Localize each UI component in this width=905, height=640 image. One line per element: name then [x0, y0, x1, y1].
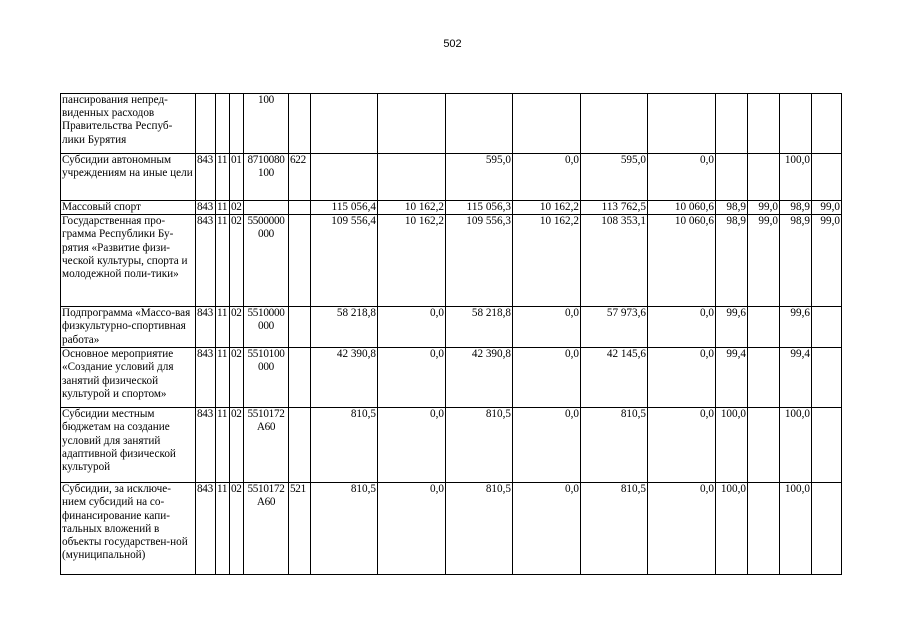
- col-p2: [748, 408, 780, 483]
- col-rz: 11: [216, 483, 230, 575]
- col-pr: 02: [231, 201, 242, 213]
- col-p2: [748, 483, 780, 575]
- col-v5: [581, 94, 648, 154]
- col-pr: 02: [230, 483, 244, 575]
- row-name: Основное мероприятие «Создание условий для занятий физической культурой и спортом»: [61, 348, 196, 408]
- col-rz: 11: [216, 348, 230, 408]
- col-v3: 109 556,3: [446, 215, 513, 307]
- col-pr: 02: [230, 307, 244, 348]
- col-v3: 42 390,8: [446, 348, 513, 408]
- table-row: [61, 154, 842, 201]
- col-p3: [780, 94, 812, 154]
- table-row: [61, 348, 842, 408]
- col-p3: 100,0: [780, 154, 812, 201]
- col-gr: 843: [196, 307, 216, 348]
- col-gr: [196, 94, 216, 154]
- col-v4: 0,0: [513, 154, 581, 201]
- row-name: Субсидии местным бюджетам на создание условий для занятий адаптивной физической культурой: [61, 408, 196, 483]
- col-v6: 0,0: [648, 154, 716, 201]
- col-gr: 843: [196, 348, 216, 408]
- col-v1: [311, 154, 378, 201]
- col-v5: 113 762,5: [581, 201, 648, 215]
- col-p3: 98,9: [780, 201, 812, 215]
- col-v1: 810,5: [311, 408, 378, 483]
- row-name: Субсидии, за исключе-нием субсидий на со-финансирование капи-тальных вложений в объекты государствен-ной (муниципальной): [61, 483, 196, 575]
- col-p2: [748, 94, 780, 154]
- col-v2: 0,0: [378, 348, 446, 408]
- col-v1: 109 556,4: [311, 215, 378, 307]
- col-v3: 58 218,8: [446, 307, 513, 348]
- col-v5: 108 353,1: [581, 215, 648, 307]
- col-p4: [812, 94, 842, 154]
- table-row: [61, 483, 842, 575]
- col-p4: [812, 483, 842, 575]
- col-p2: 99,0: [748, 215, 780, 307]
- col-p1: 100,0: [716, 408, 748, 483]
- col-v4: 0,0: [513, 348, 581, 408]
- col-rz: 11: [216, 408, 230, 483]
- col-vr: 521: [289, 483, 311, 575]
- col-p3: 100,0: [780, 483, 812, 575]
- col-gr: 843: [196, 215, 216, 307]
- col-vr: [289, 201, 311, 215]
- col-v3: 115 056,3: [446, 201, 513, 215]
- col-v2: 0,0: [378, 483, 446, 575]
- col-p4: [812, 348, 842, 408]
- col-v6: [648, 94, 716, 154]
- col-p1: [716, 154, 748, 201]
- col-v3: 810,5: [446, 483, 513, 575]
- row-name: Подпрограмма «Массо-вая физкультурно-спортивная работа»: [61, 307, 196, 348]
- col-p1: 98,9: [716, 201, 748, 215]
- col-v4: 10 162,2: [513, 215, 581, 307]
- col-p4: 99,0: [812, 215, 842, 307]
- col-v6: 0,0: [648, 408, 716, 483]
- col-v4: 0,0: [513, 408, 581, 483]
- col-v5: 810,5: [581, 408, 648, 483]
- col-v3: [446, 94, 513, 154]
- col-csr: 8710080 100: [244, 154, 289, 201]
- col-v3: 810,5: [446, 408, 513, 483]
- col-pr: 01: [230, 154, 244, 201]
- col-p1: 99,6: [716, 307, 748, 348]
- col-gr: 843: [196, 154, 216, 201]
- col-vr: [289, 215, 311, 307]
- col-csr: 5510172 А60: [244, 408, 289, 483]
- col-v1: [311, 94, 378, 154]
- col-v6: 0,0: [648, 348, 716, 408]
- col-csr: 100: [244, 94, 289, 154]
- col-vr: [289, 408, 311, 483]
- row-name: Массовый спорт: [61, 201, 196, 215]
- col-gr: 843: [196, 408, 216, 483]
- col-v1: 115 056,4: [311, 201, 378, 215]
- table-row: [61, 215, 842, 307]
- col-csr: 5510000 000: [244, 307, 289, 348]
- col-v2: 10 162,2: [378, 201, 446, 215]
- col-p3: 99,6: [780, 307, 812, 348]
- col-v6: 10 060,6: [648, 201, 716, 215]
- col-p4: 99,0: [812, 201, 842, 215]
- table-row: [61, 408, 842, 483]
- col-pr: 02: [230, 215, 244, 307]
- col-rz: 11: [216, 154, 230, 201]
- col-v2: [378, 94, 446, 154]
- col-v6: 10 060,6: [648, 215, 716, 307]
- col-vr: 622: [289, 154, 311, 201]
- col-p3: 99,4: [780, 348, 812, 408]
- col-v4: 0,0: [513, 483, 581, 575]
- col-csr: 5510172 А60: [244, 483, 289, 575]
- col-rz: 11: [216, 307, 230, 348]
- col-p2: [748, 307, 780, 348]
- col-p3: 100,0: [780, 408, 812, 483]
- col-csr: 5510100 000: [244, 348, 289, 408]
- col-v5: 57 973,6: [581, 307, 648, 348]
- col-v4: [513, 94, 581, 154]
- col-pr: [230, 94, 244, 154]
- col-v2: [378, 154, 446, 201]
- col-v2: 10 162,2: [378, 215, 446, 307]
- row-name: Субсидии автономным учреждениям на иные цели: [61, 154, 196, 201]
- col-p1: 100,0: [716, 483, 748, 575]
- budget-table: [60, 93, 842, 575]
- table-row: [61, 94, 842, 154]
- col-p1: 98,9: [716, 215, 748, 307]
- col-v5: 595,0: [581, 154, 648, 201]
- col-v5: 810,5: [581, 483, 648, 575]
- col-v1: 58 218,8: [311, 307, 378, 348]
- col-v3: 595,0: [446, 154, 513, 201]
- col-rz: 11: [216, 201, 230, 215]
- col-p4: [812, 408, 842, 483]
- col-p3: 98,9: [780, 215, 812, 307]
- col-rz: 11: [216, 215, 230, 307]
- col-p4: [812, 307, 842, 348]
- col-v1: 42 390,8: [311, 348, 378, 408]
- col-p2: [748, 154, 780, 201]
- col-v2: 0,0: [378, 408, 446, 483]
- col-v1: 810,5: [311, 483, 378, 575]
- col-csr: [244, 201, 289, 215]
- col-pr: 02: [230, 348, 244, 408]
- col-gr: 843: [196, 483, 216, 575]
- col-vr: [289, 307, 311, 348]
- table-row: [61, 307, 842, 348]
- col-gr: 843: [196, 201, 216, 215]
- col-p1: 99,4: [716, 348, 748, 408]
- col-p2: 99,0: [748, 201, 780, 215]
- row-name: пансирования непред-виденных расходов Правительства Респуб-лики Бурятия: [61, 94, 196, 154]
- col-csr: 5500000 000: [244, 215, 289, 307]
- col-p1: [716, 94, 748, 154]
- row-name: Государственная про-грамма Республики Бу-рятия «Развитие физи-ческой культуры, спорта и молодежной поли-тики»: [61, 215, 196, 307]
- col-v5: 42 145,6: [581, 348, 648, 408]
- col-pr: 02: [230, 408, 244, 483]
- col-rz: [216, 94, 230, 154]
- col-v4: 10 162,2: [513, 201, 581, 215]
- col-v2: 0,0: [378, 307, 446, 348]
- col-vr: [289, 94, 311, 154]
- page-number: 502: [443, 38, 462, 50]
- col-vr: [289, 348, 311, 408]
- col-v4: 0,0: [513, 307, 581, 348]
- col-v6: 0,0: [648, 307, 716, 348]
- col-p4: [812, 154, 842, 201]
- table-row: [61, 201, 842, 215]
- col-v6: 0,0: [648, 483, 716, 575]
- col-p2: [748, 348, 780, 408]
